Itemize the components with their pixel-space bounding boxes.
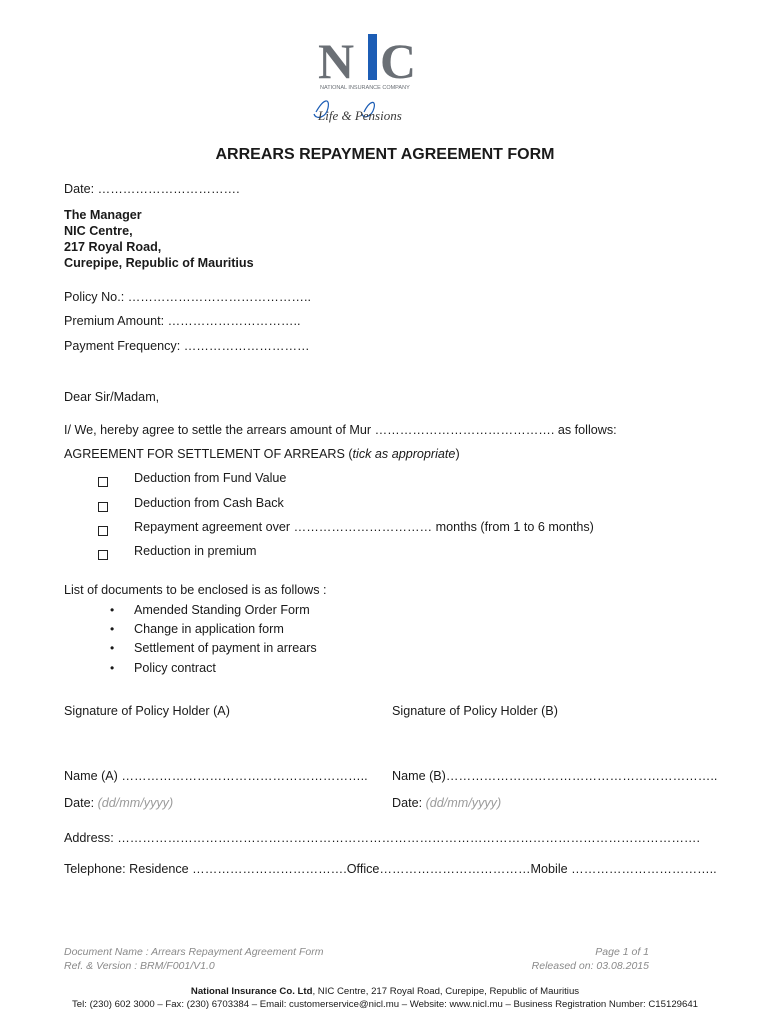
date-a-field[interactable] — [64, 796, 173, 810]
document-item: Change in application form — [134, 622, 284, 636]
settlement-heading-close: ) — [455, 447, 460, 461]
name-a-field[interactable]: Name (A) ………………………………………………….. — [64, 769, 368, 783]
date-b-placeholder: (dd/mm/yyyy) — [425, 796, 502, 810]
bullet-icon: • — [110, 622, 115, 636]
checkbox-icon[interactable] — [98, 526, 108, 536]
date-b-field[interactable] — [392, 796, 501, 810]
bullet-icon: • — [110, 661, 115, 675]
footer-ref-version: Ref. & Version : BRM/F001/V1.0 — [64, 960, 215, 972]
checkbox-icon[interactable] — [98, 477, 108, 487]
form-title: ARREARS REPAYMENT AGREEMENT FORM — [215, 146, 555, 163]
option-label-reduction: Reduction in premium — [134, 544, 257, 558]
option-checkbox-fund-value[interactable] — [98, 473, 108, 491]
footer-release-date: Released on: 03.08.2015 — [531, 960, 649, 972]
option-checkbox-reduction[interactable] — [98, 546, 108, 564]
checkbox-icon[interactable] — [98, 502, 108, 512]
address-field[interactable]: Address: …………………………………………………………………………………………………………………………. — [64, 831, 701, 845]
premium-amount-field[interactable]: Premium Amount: ………………………….. — [64, 314, 301, 328]
logo-letter-n: N — [318, 33, 355, 89]
recipient-line-3: 217 Royal Road, — [64, 240, 162, 254]
logo-tagline: NATIONAL INSURANCE COMPANY — [320, 85, 410, 91]
option-checkbox-cash-back[interactable] — [98, 498, 108, 516]
signature-a-label: Signature of Policy Holder (A) — [64, 704, 230, 718]
agreement-statement[interactable]: I/ We, hereby agree to settle the arrears amount of Mur ……………………………………. as follows: — [64, 423, 617, 437]
settlement-heading — [64, 447, 460, 461]
checkbox-icon[interactable] — [98, 550, 108, 560]
logo-division: Life & Pensions — [318, 108, 402, 123]
payment-frequency-field[interactable]: Payment Frequency: ………………………… — [64, 339, 310, 353]
nic-logo — [300, 28, 450, 124]
salutation: Dear Sir/Madam, — [64, 390, 160, 404]
date-field[interactable]: Date: ……………………………. — [64, 182, 240, 196]
bullet-icon: • — [110, 603, 115, 617]
name-b-field[interactable]: Name (B)……………………………………………………….. — [392, 769, 718, 783]
documents-heading: List of documents to be enclosed is as follows : — [64, 583, 327, 597]
option-checkbox-repayment[interactable] — [98, 522, 108, 540]
option-label-fund-value: Deduction from Fund Value — [134, 471, 287, 485]
footer-company-address — [0, 986, 770, 997]
recipient-line-4: Curepipe, Republic of Mauritius — [64, 256, 254, 270]
option-label-cash-back: Deduction from Cash Back — [134, 496, 284, 510]
footer-page-number: Page 1 of 1 — [595, 946, 649, 958]
document-item: Settlement of payment in arrears — [134, 641, 317, 655]
footer-company-name: National Insurance Co. Ltd — [190, 986, 313, 997]
settlement-heading-text: AGREEMENT FOR SETTLEMENT OF ARREARS ( — [64, 447, 353, 461]
footer-contact: Tel: (230) 602 3000 – Fax: (230) 6703384 – Email: customerservice@nicl.mu – Website: www.nicl.mu – Business Registration Number: C15129641 — [72, 999, 698, 1010]
settlement-heading-hint: tick as appropriate — [352, 447, 456, 461]
date-a-label: Date: — [64, 796, 95, 810]
option-label-repayment[interactable]: Repayment agreement over …………………………… months (from 1 to 6 months) — [134, 520, 594, 534]
logo-letter-c: C — [380, 33, 417, 89]
recipient-line-1: The Manager — [64, 208, 142, 222]
bullet-icon: • — [110, 641, 115, 655]
document-item: Policy contract — [134, 661, 216, 675]
document-item: Amended Standing Order Form — [134, 603, 310, 617]
footer-doc-name: Document Name : Arrears Repayment Agreement Form — [64, 946, 324, 958]
footer-company-location: , NIC Centre, 217 Royal Road, Curepipe, Republic of Mauritius — [312, 986, 580, 997]
nic-logo-mark — [300, 28, 450, 124]
policy-no-field[interactable]: Policy No.: …………………………………….. — [64, 290, 311, 304]
signature-b-label: Signature of Policy Holder (B) — [392, 704, 558, 718]
logo-bar-i — [368, 34, 377, 80]
date-b-label: Date: — [392, 796, 423, 810]
telephone-field[interactable]: Telephone: Residence ……………………………….Office………………………………Mobile …………………………….. — [64, 862, 717, 876]
recipient-line-2: NIC Centre, — [64, 224, 133, 238]
date-a-placeholder: (dd/mm/yyyy) — [97, 796, 174, 810]
